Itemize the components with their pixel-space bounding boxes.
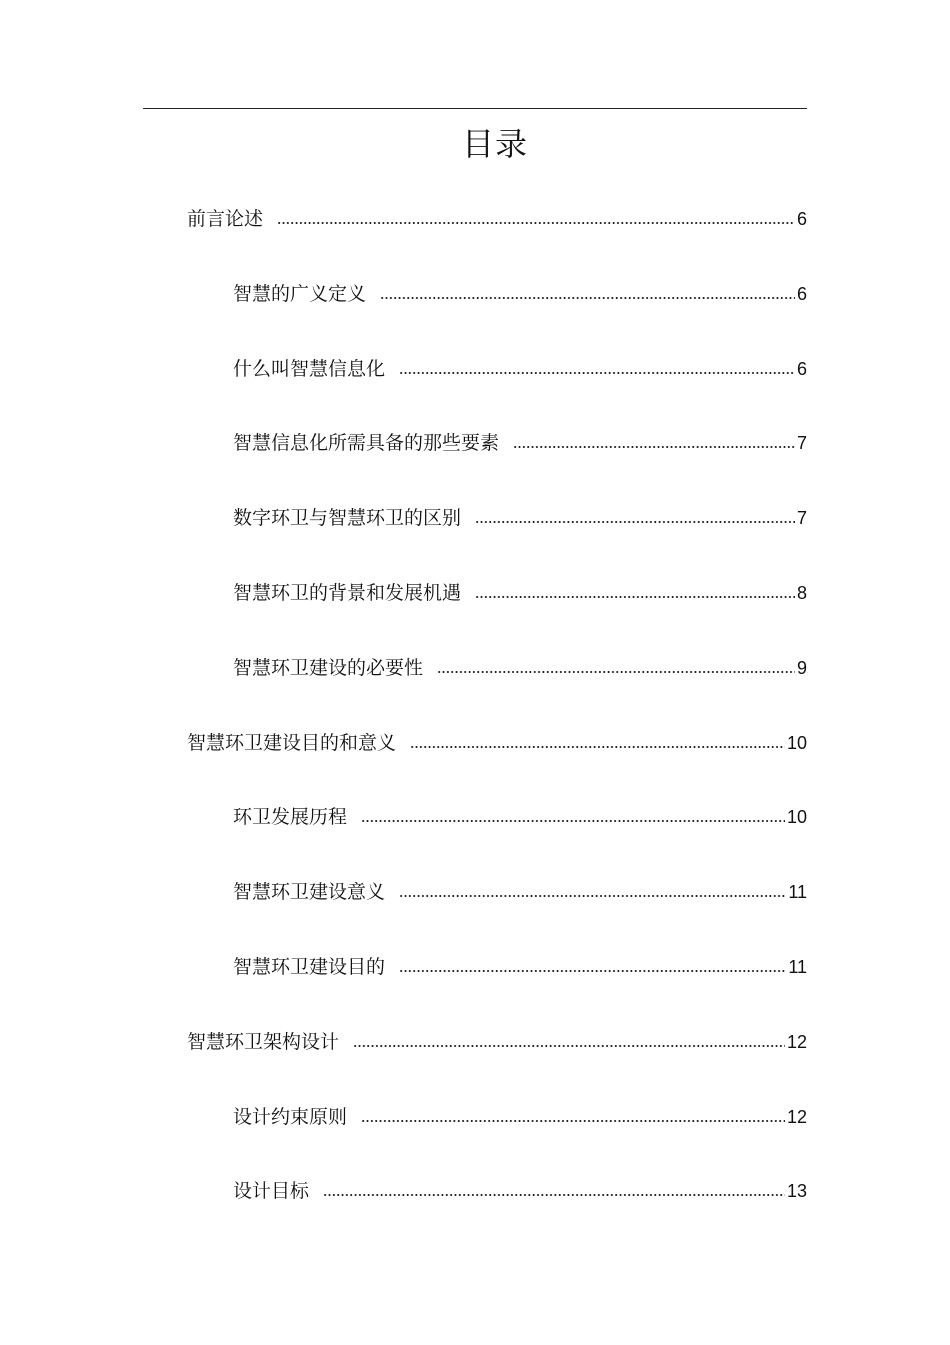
toc-dot-leader [361, 1118, 785, 1124]
toc-page-number: 9 [796, 658, 807, 678]
toc-entry-title: 数字环卫与智慧环卫的区别 [233, 507, 462, 529]
page-title: 目录 [461, 125, 528, 163]
toc-entry[interactable] [233, 429, 807, 457]
toc-dot-leader [323, 1192, 785, 1198]
toc-page-number: 6 [796, 359, 807, 379]
toc-dot-leader [437, 669, 795, 675]
toc-dot-leader [353, 1043, 785, 1049]
toc-page-number: 11 [788, 882, 807, 902]
toc-dot-leader [410, 744, 785, 750]
toc-dot-leader [513, 444, 795, 450]
toc-dot-leader [475, 519, 795, 525]
toc-entry-title: 智慧的广义定义 [233, 283, 367, 305]
toc-entry-title: 智慧环卫建设目的和意义 [187, 732, 397, 754]
toc-page-number: 12 [786, 1107, 807, 1127]
toc-dot-leader [475, 594, 795, 600]
toc-page-number: 7 [796, 433, 807, 453]
toc-entry-title: 智慧环卫建设目的 [233, 956, 386, 978]
toc-dot-leader [399, 370, 795, 376]
toc-dot-leader [277, 220, 795, 226]
toc-entry[interactable] [233, 280, 807, 308]
toc-entry[interactable] [187, 1028, 807, 1056]
toc-page-number: 6 [796, 284, 807, 304]
toc-entry-title: 设计目标 [233, 1180, 310, 1202]
toc-dot-leader [361, 818, 785, 824]
toc-page-number: 13 [786, 1181, 807, 1201]
toc-entry[interactable] [233, 953, 807, 981]
toc-entry[interactable] [233, 654, 807, 682]
toc-page-number: 11 [788, 957, 807, 977]
toc-entry-title: 智慧环卫建设的必要性 [233, 657, 424, 679]
toc-entry[interactable] [233, 803, 807, 831]
toc-entry[interactable] [233, 355, 807, 383]
toc-entry-title: 前言论述 [187, 208, 264, 230]
toc-entry[interactable] [233, 579, 807, 607]
toc-entry-title: 智慧环卫架构设计 [187, 1031, 340, 1053]
toc-entry[interactable] [233, 1103, 807, 1131]
toc-entry[interactable] [233, 1177, 807, 1205]
toc-entry-title: 智慧环卫建设意义 [233, 881, 386, 903]
toc-page-number: 10 [786, 733, 807, 753]
toc-entry-title: 什么叫智慧信息化 [233, 358, 386, 380]
toc-dot-leader [399, 893, 786, 899]
toc-page-number: 12 [786, 1032, 807, 1052]
toc-page-number: 7 [796, 508, 807, 528]
toc-entry[interactable] [187, 729, 807, 757]
toc-page-number: 10 [786, 807, 807, 827]
toc-entry[interactable] [233, 504, 807, 532]
toc-entry[interactable] [187, 205, 807, 233]
toc-entry-title: 设计约束原则 [233, 1106, 348, 1128]
toc-entry-title: 环卫发展历程 [233, 806, 348, 828]
toc-entry-title: 智慧信息化所需具备的那些要素 [233, 432, 500, 454]
toc-page-number: 8 [796, 583, 807, 603]
toc-dot-leader [399, 968, 786, 974]
toc-page-number: 6 [796, 209, 807, 229]
toc-entry-title: 智慧环卫的背景和发展机遇 [233, 582, 462, 604]
toc-dot-leader [380, 295, 795, 301]
toc-entry[interactable] [233, 878, 807, 906]
